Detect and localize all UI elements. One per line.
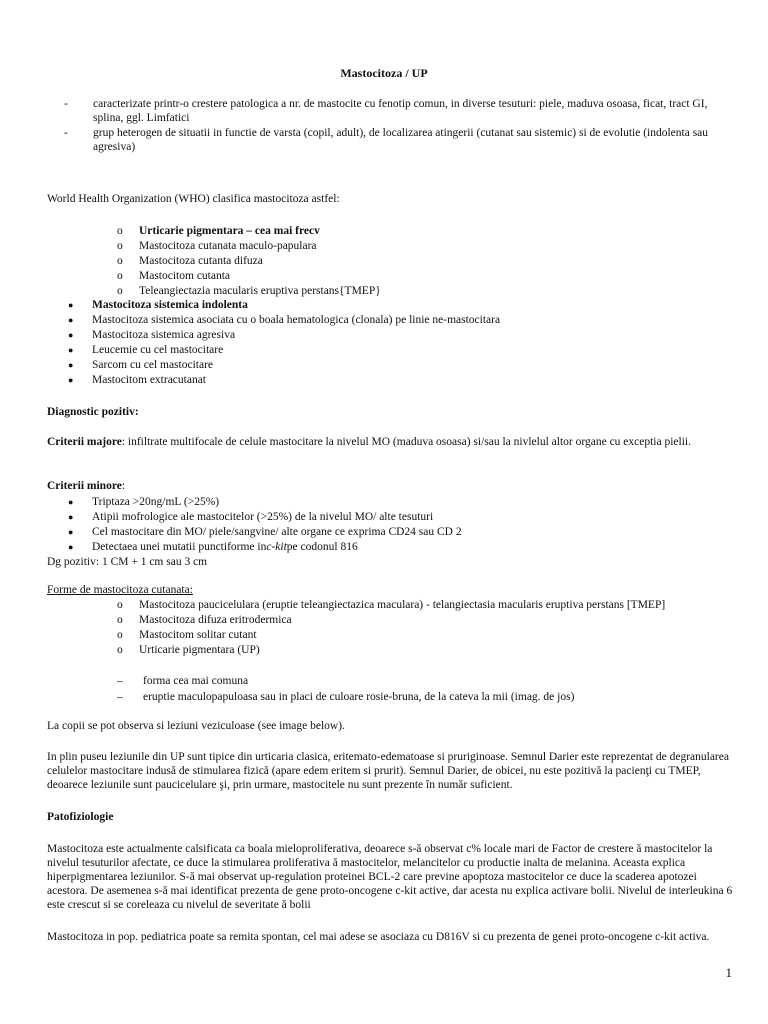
list-item: – forma cea mai comuna <box>117 675 249 687</box>
circle-bullet: o <box>117 270 123 282</box>
criterii-minore-label: Criterii minore <box>47 480 122 492</box>
intro-text: caracterizate printr-o crestere patologica a nr. de mastocite cu fenotip comun, in diverse tesuturi: piele, maduva osoasa, ficat, tract GI, splina, ggl. Limfatici <box>93 98 708 124</box>
list-item: ● Mastocitoza sistemica indolenta <box>68 299 248 311</box>
bullet-icon: ● <box>68 542 74 552</box>
circle-bullet: o <box>117 285 123 297</box>
gene-name: c-kit <box>266 541 287 553</box>
list-item <box>64 97 724 125</box>
list-item: o Teleangiectazia macularis eruptiva perstans{TMEP} <box>117 285 381 297</box>
criterii-minore-heading: Criterii minore: <box>47 480 126 492</box>
bullet-icon: ● <box>68 315 74 325</box>
list-item: ● Triptaza >20ng/mL (>25%) <box>68 496 220 508</box>
page-number: 1 <box>725 965 732 980</box>
who-sistemic-list <box>68 298 500 388</box>
who-cutanat-list <box>117 224 381 299</box>
diagnostic-heading: Diagnostic pozitiv: <box>47 406 139 418</box>
document-title: Mastocitoza / UP <box>340 66 428 80</box>
list-item: o Urticarie pigmentara (UP) <box>117 644 260 656</box>
pediatrica-paragraph: Mastocitoza in pop. pediatrica poate sa remita spontan, cel mai adese se asociaza cu D816V si cu prezenta de genei proto-oncogene c-kit activa. <box>47 931 710 943</box>
dash-bullet: – <box>117 691 123 703</box>
dash-bullet: – <box>117 675 123 687</box>
circle-bullet: o <box>117 614 123 626</box>
circle-bullet: o <box>117 644 123 656</box>
bullet-icon: ● <box>68 375 74 385</box>
list-item: ● Cel mastocitare din MO/ piele/sangvine/ alte organe ce exprima CD24 sau CD 2 <box>68 526 462 538</box>
patofiziologie-paragraph: Mastocitoza este actualmente calsificata ca boala mieloproliferativa, deoarece s-ă observat c% locale mari de Factor de crestere ă mastocitelor la nivelul tesuturilor afectate, ce duce la stimularea proliferativa ă mastocitelor, melancitelor cu productie inalta de melanina. Aceasta explica hiperpigmentarea leziunilor. S-ă mai observat up-regulation proteinei BCL-2 care previne apoptoza mastocitelor ce duce la scaderea apotozei acestora. De asemenea s-ă mai identificat prezenta de gene proto-oncogene c-kit active, dar acesta nu explica activare bolii. Nivelul de interleukina 6 este crescut si se coreleaza cu nivelul de severitate ă bolii <box>47 843 733 911</box>
who-paragraph: World Health Organization (WHO) clasifica mastocitoza astfel: <box>47 193 340 205</box>
puseu-paragraph: In plin puseu leziunile din UP sunt tipice din urticaria clasica, eritemato-edematoase si pruriginoase. Semnul Darier este reprezentat de degranularea celulelor mastocitare indusă de stimularea fizică (apare edem eritem si prurit). Semnul Darier, de obicei, nu este pozitivă la pacienţi cu TMEP, deoarece leziunile sunt paucicelulare şi, prin urmare, mastocitele nu sunt prezente în număr suficient. <box>47 751 729 791</box>
list-item: ● Mastocitoza sistemica agresiva <box>68 329 236 341</box>
list-item <box>64 126 724 154</box>
bullet-icon: ● <box>68 512 74 522</box>
list-item: ● Atipii mofrologice ale mastocitelor (>25%) de la nivelul MO/ alte tesuturi <box>68 511 434 523</box>
intro-text: grup heterogen de situatii in functie de varsta (copil, adult), de localizarea atingerii (cutanat sau sistemic) si de evolutie (indolenta sau agresiva) <box>93 127 709 153</box>
circle-bullet: o <box>117 629 123 641</box>
list-item: ● Mastocitom extracutanat <box>68 374 207 386</box>
list-item: o Mastocitom solitar cutant <box>117 629 257 641</box>
list-item: o Mastocitoza cutanata maculo-papulara <box>117 240 317 252</box>
bullet-icon: ● <box>68 527 74 537</box>
copii-paragraph: La copii se pot observa si leziuni veziculoase (see image below). <box>47 720 345 732</box>
bullet-icon: ● <box>68 300 74 310</box>
circle-bullet: o <box>117 255 123 267</box>
circle-bullet: o <box>117 599 123 611</box>
list-item: ● Sarcom cu cel mastocitare <box>68 359 214 371</box>
list-item: ● Leucemie cu cel mastocitare <box>68 344 224 356</box>
list-item: o Mastocitoza cutanta difuza <box>117 255 263 267</box>
list-item: – eruptie maculopapuloasa sau in placi de culoare rosie-bruna, de la cateva la mii (imag. de jos) <box>117 691 575 703</box>
forme-heading: Forme de mastocitoza cutanata: <box>47 584 193 596</box>
up-details-list <box>117 673 574 705</box>
criterii-minore-list <box>68 495 462 555</box>
criterii-majore-text: : infiltrate multifocale de celule mastocitare la nivelul MO (maduva osoasa) si/sau la nivlelul altor organe cu exceptia pielii. <box>121 436 691 448</box>
bullet-icon: ● <box>68 360 74 370</box>
bullet-icon: ● <box>68 497 74 507</box>
criterii-majore-paragraph <box>47 435 737 449</box>
list-item: ● Detectaea unei mutatii punctiforme in c-kit pe codonul 816 <box>68 541 358 553</box>
bullet-icon: ● <box>68 330 74 340</box>
dash-bullet: - <box>64 127 68 139</box>
intro-list <box>64 97 724 155</box>
list-item: ● Mastocitoza sistemica asociata cu o boala hematologica (clonala) pe linie ne-mastocitara <box>68 314 501 326</box>
list-item: o Urticarie pigmentara – cea mai frecv <box>117 225 320 237</box>
list-item: o Mastocitoza difuza eritrodermica <box>117 614 292 626</box>
forme-list <box>117 598 665 658</box>
circle-bullet: o <box>117 225 123 237</box>
patofiziologie-heading: Patofiziologie <box>47 811 114 823</box>
bullet-icon: ● <box>68 345 74 355</box>
dash-bullet: - <box>64 98 68 110</box>
dg-pozitiv-line: Dg pozitiv: 1 CM + 1 cm sau 3 cm <box>47 556 208 568</box>
circle-bullet: o <box>117 240 123 252</box>
criterii-majore-label: Criterii majore <box>47 436 122 448</box>
list-item: o Mastocitom cutanta <box>117 270 231 282</box>
list-item: o Mastocitoza paucicelulara (eruptie teleangiectazica maculara) - telangiectasia macularis eruptiva perstans [TMEP] <box>117 599 666 611</box>
